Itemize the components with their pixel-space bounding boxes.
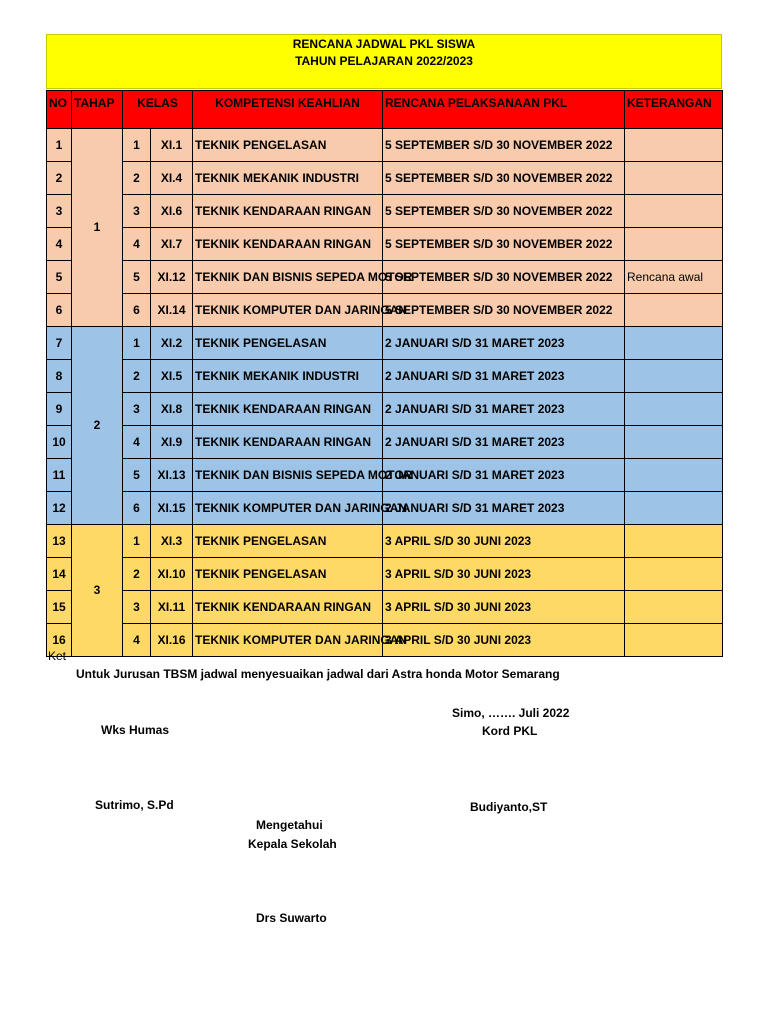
cell-kelas: XI.4 [151,162,193,195]
kord-pkl-name: Budiyanto,ST [470,800,548,814]
table-row [47,459,723,492]
cell-keterangan [625,558,723,591]
cell-index: 5 [123,261,151,294]
cell-kompetensi: TEKNIK KENDARAAN RINGAN [193,228,383,261]
cell-kompetensi: TEKNIK PENGELASAN [193,327,383,360]
kepsek-name: Drs Suwarto [256,911,327,925]
cell-keterangan [625,195,723,228]
cell-kelas: XI.14 [151,294,193,327]
table-row [47,360,723,393]
cell-no: 2 [47,162,72,195]
cell-keterangan [625,327,723,360]
wks-humas-title: Wks Humas [101,723,170,737]
cell-rencana: 5 SEPTEMBER S/D 30 NOVEMBER 2022 [383,195,625,228]
cell-rencana: 5 SEPTEMBER S/D 30 NOVEMBER 2022 [383,228,625,261]
table-row [47,591,723,624]
cell-kompetensi: TEKNIK DAN BISNIS SEPEDA MOTOR [193,459,383,492]
cell-kelas: XI.11 [151,591,193,624]
cell-tahap: 3 [72,525,123,657]
wks-humas-name: Sutrimo, S.Pd [95,798,174,812]
cell-keterangan [625,360,723,393]
cell-kelas: XI.7 [151,228,193,261]
table-row [47,261,723,294]
cell-index: 4 [123,426,151,459]
note-label: Ket [48,649,67,663]
table-row [47,195,723,228]
header-keterangan: KETERANGAN [625,91,723,129]
cell-index: 3 [123,591,151,624]
schedule-table [46,90,723,657]
cell-kompetensi: TEKNIK PENGELASAN [193,525,383,558]
cell-keterangan [625,525,723,558]
cell-rencana: 3 APRIL S/D 30 JUNI 2023 [383,525,625,558]
cell-keterangan [625,228,723,261]
table-row [47,129,723,162]
academic-year: TAHUN PELAJARAN 2022/2023 [295,54,473,68]
cell-kelas: XI.16 [151,624,193,657]
table-row [47,162,723,195]
cell-kelas: XI.12 [151,261,193,294]
table-row [47,294,723,327]
table-body [47,129,723,657]
cell-no: 7 [47,327,72,360]
cell-kelas: XI.2 [151,327,193,360]
cell-rencana: 2 JANUARI S/D 31 MARET 2023 [383,327,625,360]
cell-index: 5 [123,459,151,492]
table-row [47,624,723,657]
cell-kompetensi: TEKNIK KENDARAAN RINGAN [193,591,383,624]
cell-rencana: 3 APRIL S/D 30 JUNI 2023 [383,591,625,624]
cell-no: 3 [47,195,72,228]
cell-kelas: XI.15 [151,492,193,525]
cell-kelas: XI.8 [151,393,193,426]
cell-kelas: XI.9 [151,426,193,459]
cell-rencana: 2 JANUARI S/D 31 MARET 2023 [383,426,625,459]
header-tahap: TAHAP [72,91,123,129]
table-row [47,525,723,558]
cell-no: 9 [47,393,72,426]
cell-kompetensi: TEKNIK MEKANIK INDUSTRI [193,162,383,195]
cell-rencana: 5 SEPTEMBER S/D 30 NOVEMBER 2022 [383,129,625,162]
cell-keterangan [625,162,723,195]
kepsek-title: Kepala Sekolah [248,837,337,851]
cell-kompetensi: TEKNIK KENDARAAN RINGAN [193,195,383,228]
header-no: NO [47,91,72,129]
cell-kelas: XI.6 [151,195,193,228]
cell-kelas: XI.1 [151,129,193,162]
cell-kompetensi: TEKNIK KENDARAAN RINGAN [193,393,383,426]
table-header-row [47,91,723,129]
cell-no: 8 [47,360,72,393]
note-text: Untuk Jurusan TBSM jadwal menyesuaikan jadwal dari Astra honda Motor Semarang [76,667,560,681]
cell-index: 3 [123,195,151,228]
cell-keterangan [625,624,723,657]
cell-kompetensi: TEKNIK DAN BISNIS SEPEDA MOTOR [193,261,383,294]
cell-kompetensi: TEKNIK PENGELASAN [193,558,383,591]
cell-tahap: 2 [72,327,123,525]
cell-index: 1 [123,525,151,558]
cell-index: 2 [123,162,151,195]
mengetahui-label: Mengetahui [256,818,323,832]
cell-no: 14 [47,558,72,591]
table-row [47,558,723,591]
cell-rencana: 3 APRIL S/D 30 JUNI 2023 [383,624,625,657]
cell-rencana: 2 JANUARI S/D 31 MARET 2023 [383,360,625,393]
cell-kelas: XI.5 [151,360,193,393]
cell-no: 1 [47,129,72,162]
cell-rencana: 2 JANUARI S/D 31 MARET 2023 [383,393,625,426]
table-row [47,228,723,261]
cell-rencana: 5 SEPTEMBER S/D 30 NOVEMBER 2022 [383,294,625,327]
cell-no: 11 [47,459,72,492]
cell-kelas: XI.10 [151,558,193,591]
cell-kompetensi: TEKNIK KOMPUTER DAN JARINGAN [193,294,383,327]
cell-no: 13 [47,525,72,558]
cell-rencana: 2 JANUARI S/D 31 MARET 2023 [383,459,625,492]
cell-keterangan [625,294,723,327]
cell-index: 1 [123,129,151,162]
cell-no: 15 [47,591,72,624]
cell-kompetensi: TEKNIK KENDARAAN RINGAN [193,426,383,459]
cell-keterangan [625,393,723,426]
cell-kompetensi: TEKNIK KOMPUTER DAN JARINGAN [193,492,383,525]
document-title: RENCANA JADWAL PKL SISWA [292,37,476,51]
cell-kompetensi: TEKNIK MEKANIK INDUSTRI [193,360,383,393]
cell-no: 6 [47,294,72,327]
table-row [47,426,723,459]
cell-rencana: 5 SEPTEMBER S/D 30 NOVEMBER 2022 [383,261,625,294]
cell-no: 12 [47,492,72,525]
cell-index: 6 [123,294,151,327]
cell-index: 2 [123,360,151,393]
title-banner [46,34,722,89]
cell-keterangan [625,129,723,162]
cell-keterangan [625,459,723,492]
cell-index: 1 [123,327,151,360]
cell-no: 5 [47,261,72,294]
cell-no: 16 [47,624,72,657]
cell-keterangan [625,426,723,459]
cell-no: 4 [47,228,72,261]
header-kelas: KELAS [123,91,193,129]
cell-index: 6 [123,492,151,525]
cell-index: 2 [123,558,151,591]
cell-index: 3 [123,393,151,426]
cell-kelas: XI.3 [151,525,193,558]
table-row [47,492,723,525]
cell-tahap: 1 [72,129,123,327]
kord-pkl-title: Kord PKL [482,724,538,738]
cell-index: 4 [123,624,151,657]
cell-kompetensi: TEKNIK KOMPUTER DAN JARINGAN [193,624,383,657]
cell-no: 10 [47,426,72,459]
header-kompetensi: KOMPETENSI KEAHLIAN [193,91,383,129]
table-row [47,327,723,360]
cell-index: 4 [123,228,151,261]
place-date: Simo, ……. Juli 2022 [452,706,570,720]
cell-kompetensi: TEKNIK PENGELASAN [193,129,383,162]
cell-rencana: 5 SEPTEMBER S/D 30 NOVEMBER 2022 [383,162,625,195]
cell-keterangan [625,492,723,525]
cell-keterangan: Rencana awal [625,261,723,294]
header-rencana: RENCANA PELAKSANAAN PKL [383,91,625,129]
cell-rencana: 2 JANUARI S/D 31 MARET 2023 [383,492,625,525]
cell-keterangan [625,591,723,624]
cell-kelas: XI.13 [151,459,193,492]
cell-rencana: 3 APRIL S/D 30 JUNI 2023 [383,558,625,591]
table-row [47,393,723,426]
